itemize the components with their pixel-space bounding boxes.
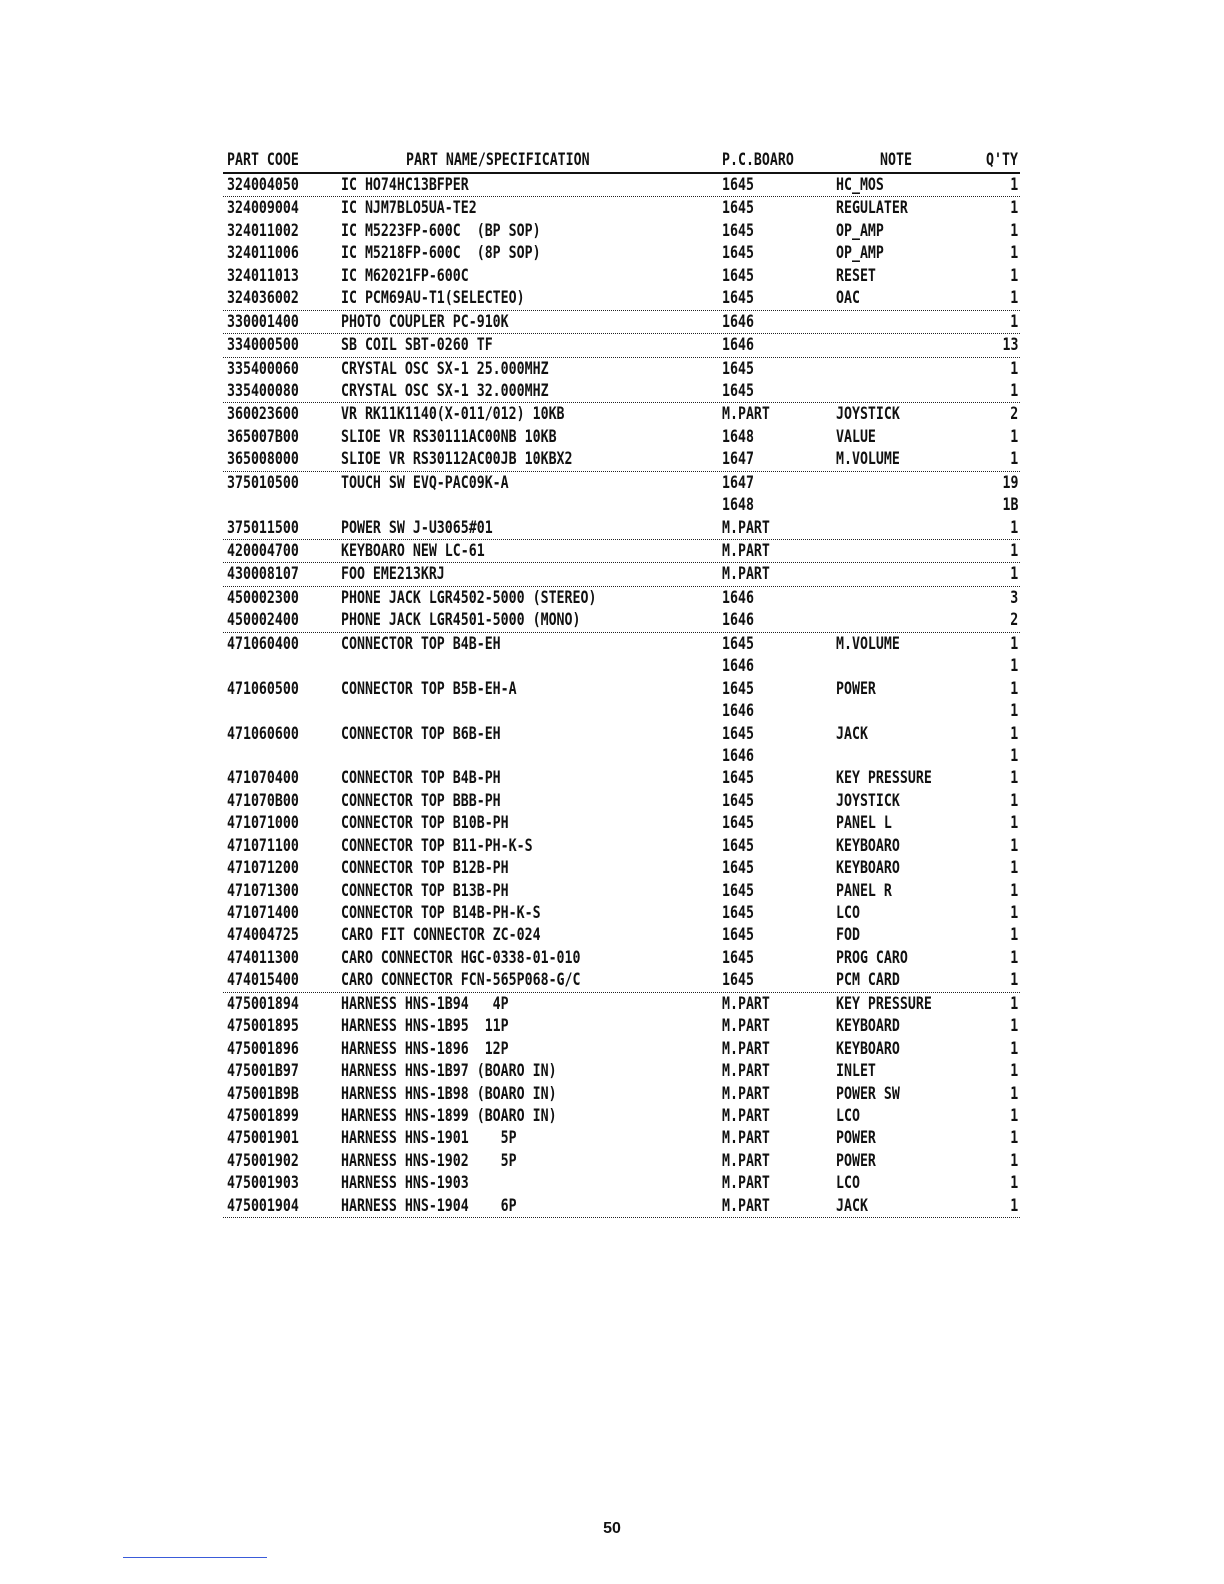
note-cell: M.VOLUME — [836, 633, 900, 654]
qty-cell: 1 — [1010, 723, 1018, 744]
qty-cell: 1 — [1010, 1038, 1018, 1059]
note-cell: KEYBOARO — [836, 835, 900, 856]
part-name-cell: HARNESS HNS-1904 6P — [341, 1195, 517, 1216]
qty-cell: 1 — [1010, 903, 1018, 923]
qty-cell: 1 — [1010, 1016, 1018, 1037]
qty-cell: 1 — [1010, 858, 1018, 879]
pc-board-cell: 1648 — [722, 495, 754, 516]
part-code-cell: 324009004 — [227, 198, 299, 219]
part-code-cell: 471060600 — [227, 723, 299, 744]
note-cell: VALUE — [836, 426, 876, 447]
part-name-cell: IC M62021FP-600C — [341, 265, 469, 286]
pc-board-cell: 1646 — [722, 587, 754, 608]
table-row — [223, 835, 1020, 857]
table-row — [223, 902, 1020, 924]
table-row — [223, 947, 1020, 969]
part-name-cell: CONNECTOR TOP B12B-PH — [341, 858, 509, 879]
part-name-cell: CONNECTOR TOP B13B-PH — [341, 880, 509, 901]
note-cell: LCO — [836, 1173, 860, 1194]
part-code-cell: 471071100 — [227, 835, 299, 856]
qty-cell: 1 — [1010, 970, 1018, 991]
part-name-cell: HARNESS HNS-1903 — [341, 1173, 469, 1194]
qty-cell: 1B — [1002, 495, 1018, 516]
qty-cell: 1 — [1010, 243, 1018, 264]
part-name-cell: POWER SW J-U3065#01 — [341, 517, 493, 538]
part-code-cell: 475001903 — [227, 1173, 299, 1194]
part-code-cell: 420004700 — [227, 541, 299, 561]
pc-board-cell: 1645 — [722, 790, 754, 811]
part-name-cell: CRYSTAL OSC SX-1 25.000MHZ — [341, 358, 549, 379]
table-row — [223, 265, 1020, 287]
part-name-cell: CONNECTOR TOP B4B-EH — [341, 633, 501, 654]
table-row — [223, 1015, 1020, 1037]
table-row — [223, 380, 1020, 403]
part-code-cell: 471060500 — [227, 678, 299, 699]
table-row — [223, 700, 1020, 722]
pc-board-cell: M.PART — [722, 1083, 770, 1104]
table-row — [223, 311, 1020, 334]
part-code-cell: 375010500 — [227, 472, 299, 493]
table-row — [223, 426, 1020, 448]
note-cell: M.VOLUME — [836, 449, 900, 470]
note-cell: LCO — [836, 1105, 860, 1126]
part-code-cell: 474015400 — [227, 970, 299, 991]
part-name-cell: CARO FIT CONNECTOR ZC-024 — [341, 925, 541, 946]
qty-cell: 19 — [1002, 472, 1018, 493]
pc-board-cell: 1645 — [722, 678, 754, 699]
pc-board-cell: 1645 — [722, 835, 754, 856]
pc-board-cell: 1645 — [722, 633, 754, 654]
table-row — [223, 448, 1020, 471]
part-code-cell: 335400060 — [227, 358, 299, 379]
part-code-cell: 475001895 — [227, 1016, 299, 1037]
table-row — [223, 494, 1020, 516]
qty-cell: 1 — [1010, 745, 1018, 766]
table-row — [223, 767, 1020, 789]
note-cell: FOD — [836, 925, 860, 946]
part-code-cell: 450002300 — [227, 587, 299, 608]
part-code-cell: 475001896 — [227, 1038, 299, 1059]
pc-board-cell: 1646 — [722, 311, 754, 332]
part-code-cell: 334000500 — [227, 335, 299, 356]
part-name-cell: IC PCM69AU-T1(SELECTEO) — [341, 288, 525, 309]
table-row — [223, 358, 1020, 380]
table-row — [223, 1150, 1020, 1172]
pc-board-cell: 1645 — [722, 813, 754, 834]
part-code-cell: 375011500 — [227, 517, 299, 538]
part-code-cell: 475001B9B — [227, 1083, 299, 1104]
qty-cell: 1 — [1010, 220, 1018, 241]
note-cell: KEY PRESSURE — [836, 768, 932, 789]
note-cell: JACK — [836, 1195, 868, 1216]
note-cell: PCM CARD — [836, 970, 900, 991]
table-row — [223, 1083, 1020, 1105]
part-name-cell: HARNESS HNS-1B94 4P — [341, 993, 509, 1014]
pc-board-cell: 1645 — [722, 243, 754, 264]
qty-cell: 1 — [1010, 633, 1018, 654]
pc-board-cell: 1647 — [722, 449, 754, 470]
note-cell: KEYBOARO — [836, 858, 900, 879]
pc-board-cell: M.PART — [722, 1038, 770, 1059]
qty-cell: 1 — [1010, 925, 1018, 946]
pc-board-cell: 1645 — [722, 220, 754, 241]
part-name-cell: TOUCH SW EVQ-PAC09K-A — [341, 472, 509, 493]
part-name-cell: HARNESS HNS-1899 (BOARO IN) — [341, 1105, 557, 1126]
table-row — [223, 857, 1020, 879]
part-name-cell: SLIOE VR RS30112AC00JB 10KBX2 — [341, 449, 573, 470]
table-row — [223, 287, 1020, 310]
qty-cell: 13 — [1002, 335, 1018, 356]
part-code-cell: 330001400 — [227, 311, 299, 332]
table-row — [223, 1060, 1020, 1082]
qty-cell: 2 — [1010, 404, 1018, 425]
table-row — [223, 403, 1020, 425]
part-code-cell: 471071400 — [227, 903, 299, 923]
qty-cell: 1 — [1010, 768, 1018, 789]
note-cell: HC_MOS — [836, 175, 884, 195]
table-row — [223, 242, 1020, 264]
pc-board-cell: 1645 — [722, 970, 754, 991]
qty-cell: 1 — [1010, 175, 1018, 195]
pc-board-cell: M.PART — [722, 517, 770, 538]
part-name-cell: HARNESS HNS-1902 5P — [341, 1150, 517, 1171]
pc-board-cell: 1647 — [722, 472, 754, 493]
qty-cell: 1 — [1010, 380, 1018, 401]
parts-list — [223, 148, 1020, 1218]
part-code-cell: 474004725 — [227, 925, 299, 946]
note-cell: RESET — [836, 265, 876, 286]
part-name-cell: HARNESS HNS-1896 12P — [341, 1038, 509, 1059]
part-code-cell: 471070400 — [227, 768, 299, 789]
note-cell: JOYSTICK — [836, 404, 900, 425]
part-name-cell: IC M5223FP-600C (BP SOP) — [341, 220, 541, 241]
qty-cell: 1 — [1010, 311, 1018, 332]
qty-cell: 1 — [1010, 701, 1018, 722]
table-row — [223, 723, 1020, 745]
part-name-cell: HARNESS HNS-1B98 (BOARO IN) — [341, 1083, 557, 1104]
part-name-cell: SB COIL SBT-0260 TF — [341, 335, 493, 356]
qty-cell: 1 — [1010, 1150, 1018, 1171]
pc-board-cell: 1645 — [722, 880, 754, 901]
table-row — [223, 1105, 1020, 1127]
note-cell: REGULATER — [836, 198, 908, 219]
qty-cell: 2 — [1010, 610, 1018, 631]
part-name-cell: PHONE JACK LGR4502-5000 (STEREO) — [341, 587, 597, 608]
qty-cell: 1 — [1010, 813, 1018, 834]
qty-cell: 1 — [1010, 880, 1018, 901]
qty-cell: 1 — [1010, 656, 1018, 677]
qty-cell: 1 — [1010, 426, 1018, 447]
part-code-cell: 430008107 — [227, 564, 299, 585]
part-name-cell: CONNECTOR TOP B4B-PH — [341, 768, 501, 789]
pc-board-cell: M.PART — [722, 1128, 770, 1149]
part-name-cell: SLIOE VR RS30111AC00NB 10KB — [341, 426, 557, 447]
part-name-cell: IC NJM7BLO5UA-TE2 — [341, 198, 477, 219]
pc-board-cell: 1645 — [722, 723, 754, 744]
qty-cell: 1 — [1010, 678, 1018, 699]
pc-board-cell: 1646 — [722, 745, 754, 766]
qty-cell: 1 — [1010, 1105, 1018, 1126]
part-code-cell: 475001B97 — [227, 1061, 299, 1082]
table-row — [223, 563, 1020, 586]
table-row — [223, 924, 1020, 946]
table-row — [223, 1127, 1020, 1149]
pc-board-cell: M.PART — [722, 1150, 770, 1171]
part-code-cell: 360023600 — [227, 404, 299, 425]
qty-cell: 1 — [1010, 358, 1018, 379]
part-code-cell: 475001902 — [227, 1150, 299, 1171]
table-row — [223, 334, 1020, 357]
table-row — [223, 587, 1020, 609]
pc-board-cell: 1645 — [722, 903, 754, 923]
table-row — [223, 174, 1020, 197]
note-cell: OP_AMP — [836, 243, 884, 264]
table-row — [223, 633, 1020, 655]
note-cell: PROG CARO — [836, 947, 908, 968]
part-code-cell: 324011006 — [227, 243, 299, 264]
pc-board-cell: 1646 — [722, 610, 754, 631]
pc-board-cell: 1645 — [722, 288, 754, 309]
qty-cell: 1 — [1010, 198, 1018, 219]
pc-board-cell: 1645 — [722, 198, 754, 219]
qty-cell: 1 — [1010, 1083, 1018, 1104]
part-name-cell: CARO CONNECTOR FCN-565P068-G/C — [341, 970, 581, 991]
pc-board-cell: 1648 — [722, 426, 754, 447]
pc-board-cell: M.PART — [722, 1016, 770, 1037]
part-code-cell: 475001894 — [227, 993, 299, 1014]
qty-cell: 1 — [1010, 265, 1018, 286]
note-cell: KEY PRESSURE — [836, 993, 932, 1014]
part-name-cell: IC HO74HC13BFPER — [341, 175, 469, 195]
qty-cell: 1 — [1010, 993, 1018, 1014]
qty-cell: 1 — [1010, 517, 1018, 538]
note-cell: JACK — [836, 723, 868, 744]
part-name-cell: CRYSTAL OSC SX-1 32.000MHZ — [341, 380, 549, 401]
part-name-cell: VR RK11K1140(X-011/012) 10KB — [341, 404, 565, 425]
header-pc-board: P.C.BOARO — [722, 150, 794, 170]
qty-cell: 1 — [1010, 541, 1018, 561]
table-row — [223, 517, 1020, 540]
qty-cell: 3 — [1010, 587, 1018, 608]
table-row — [223, 812, 1020, 834]
pc-board-cell: 1646 — [722, 701, 754, 722]
note-cell: JOYSTICK — [836, 790, 900, 811]
pc-board-cell: 1645 — [722, 380, 754, 401]
part-code-cell: 365008000 — [227, 449, 299, 470]
part-name-cell: FOO EME213KRJ — [341, 564, 445, 585]
qty-cell: 1 — [1010, 288, 1018, 309]
note-cell: POWER SW — [836, 1083, 900, 1104]
pc-board-cell: M.PART — [722, 1195, 770, 1216]
table-row — [223, 1172, 1020, 1194]
note-cell: POWER — [836, 1128, 876, 1149]
pc-board-cell: M.PART — [722, 1061, 770, 1082]
qty-cell: 1 — [1010, 947, 1018, 968]
table-row — [223, 993, 1020, 1015]
pc-board-cell: 1645 — [722, 358, 754, 379]
note-cell: POWER — [836, 1150, 876, 1171]
pc-board-cell: 1645 — [722, 768, 754, 789]
header-part-name: PART NAME/SPECIFICATION — [406, 150, 590, 170]
pc-board-cell: 1645 — [722, 858, 754, 879]
part-name-cell: HARNESS HNS-1B97 (BOARO IN) — [341, 1061, 557, 1082]
part-code-cell: 450002400 — [227, 610, 299, 631]
qty-cell: 1 — [1010, 1128, 1018, 1149]
note-cell: KEYBOARD — [836, 1016, 900, 1037]
part-code-cell: 471071200 — [227, 858, 299, 879]
table-header — [223, 148, 1020, 174]
part-name-cell: PHOTO COUPLER PC-910K — [341, 311, 509, 332]
qty-cell: 1 — [1010, 564, 1018, 585]
table-row — [223, 197, 1020, 219]
table-row — [223, 969, 1020, 992]
table-row — [223, 1195, 1020, 1218]
header-qty: Q'TY — [986, 150, 1018, 170]
footnote-rule — [123, 1557, 267, 1558]
qty-cell: 1 — [1010, 790, 1018, 811]
note-cell: KEYBOARO — [836, 1038, 900, 1059]
page-number: 50 — [603, 1520, 621, 1537]
note-cell: POWER — [836, 678, 876, 699]
part-name-cell: CONNECTOR TOP B14B-PH-K-S — [341, 903, 541, 923]
note-cell: LCO — [836, 903, 860, 923]
part-code-cell: 471071300 — [227, 880, 299, 901]
part-name-cell: HARNESS HNS-1B95 11P — [341, 1016, 509, 1037]
qty-cell: 1 — [1010, 835, 1018, 856]
table-row — [223, 790, 1020, 812]
note-cell: PANEL L — [836, 813, 892, 834]
part-code-cell: 471071000 — [227, 813, 299, 834]
pc-board-cell: M.PART — [722, 404, 770, 425]
part-code-cell: 324004050 — [227, 175, 299, 195]
part-name-cell: PHONE JACK LGR4501-5000 (MONO) — [341, 610, 581, 631]
part-name-cell: CONNECTOR TOP B5B-EH-A — [341, 678, 517, 699]
note-cell: OP_AMP — [836, 220, 884, 241]
table-row — [223, 745, 1020, 767]
part-code-cell: 475001899 — [227, 1105, 299, 1126]
part-code-cell: 475001904 — [227, 1195, 299, 1216]
pc-board-cell: 1646 — [722, 656, 754, 677]
qty-cell: 1 — [1010, 1061, 1018, 1082]
table-row — [223, 609, 1020, 632]
part-code-cell: 324011013 — [227, 265, 299, 286]
header-part-code: PART COOE — [227, 150, 299, 170]
pc-board-cell: 1646 — [722, 335, 754, 356]
part-name-cell: IC M5218FP-600C (8P SOP) — [341, 243, 541, 264]
part-name-cell: CONNECTOR TOP BBB-PH — [341, 790, 501, 811]
pc-board-cell: 1645 — [722, 925, 754, 946]
part-code-cell: 365007B00 — [227, 426, 299, 447]
part-name-cell: CONNECTOR TOP B6B-EH — [341, 723, 501, 744]
part-name-cell: CARO CONNECTOR HGC-0338-01-010 — [341, 947, 581, 968]
pc-board-cell: M.PART — [722, 993, 770, 1014]
table-row — [223, 220, 1020, 242]
table-row — [223, 472, 1020, 494]
part-code-cell: 324011002 — [227, 220, 299, 241]
part-code-cell: 471070B00 — [227, 790, 299, 811]
note-cell: PANEL R — [836, 880, 892, 901]
table-body — [223, 174, 1020, 1218]
part-code-cell: 474011300 — [227, 947, 299, 968]
qty-cell: 1 — [1010, 1173, 1018, 1194]
part-name-cell: KEYBOARO NEW LC-61 — [341, 541, 485, 561]
pc-board-cell: 1645 — [722, 265, 754, 286]
part-code-cell: 471060400 — [227, 633, 299, 654]
pc-board-cell: M.PART — [722, 564, 770, 585]
pc-board-cell: M.PART — [722, 1105, 770, 1126]
table-row — [223, 678, 1020, 700]
part-code-cell: 324036002 — [227, 288, 299, 309]
table-row — [223, 540, 1020, 563]
note-cell: OAC — [836, 288, 860, 309]
table-row — [223, 655, 1020, 677]
qty-cell: 1 — [1010, 449, 1018, 470]
part-name-cell: HARNESS HNS-1901 5P — [341, 1128, 517, 1149]
part-name-cell: CONNECTOR TOP B11-PH-K-S — [341, 835, 533, 856]
table-row — [223, 880, 1020, 902]
pc-board-cell: 1645 — [722, 947, 754, 968]
part-code-cell: 475001901 — [227, 1128, 299, 1149]
header-note: NOTE — [880, 150, 912, 170]
pc-board-cell: M.PART — [722, 541, 770, 561]
qty-cell: 1 — [1010, 1195, 1018, 1216]
pc-board-cell: 1645 — [722, 175, 754, 195]
pc-board-cell: M.PART — [722, 1173, 770, 1194]
part-name-cell: CONNECTOR TOP B10B-PH — [341, 813, 509, 834]
part-code-cell: 335400080 — [227, 380, 299, 401]
table-row — [223, 1038, 1020, 1060]
note-cell: INLET — [836, 1061, 876, 1082]
